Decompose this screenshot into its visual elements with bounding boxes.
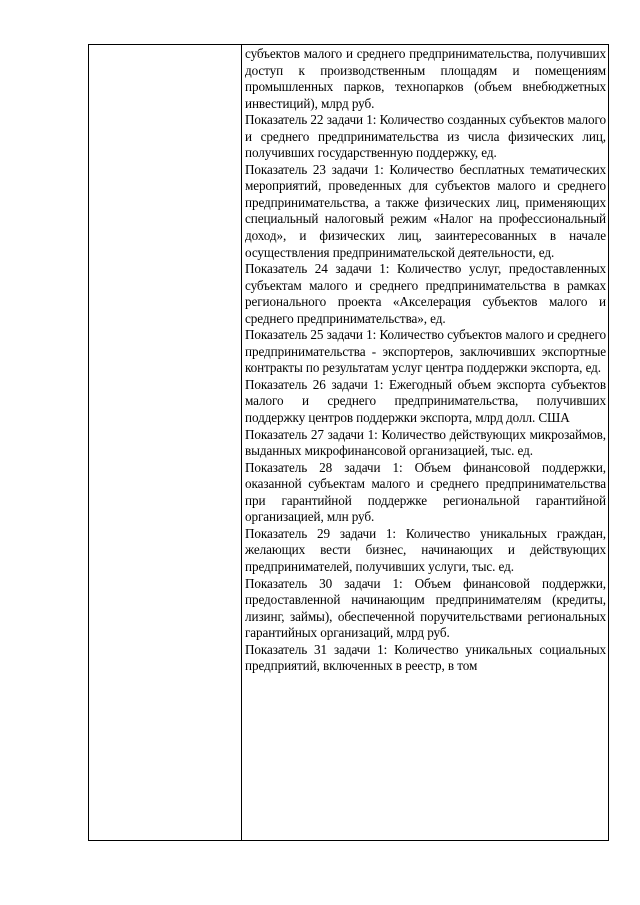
paragraph-indicator-28: Показатель 28 задачи 1: Объем финансовой поддержки, оказанной субъектам малого и среднего предпринимательства при гарантийной поддержке региональной гарантийной организацией, млн руб. xyxy=(245,459,606,525)
paragraph-indicator-27: Показатель 27 задачи 1: Количество действующих микрозаймов, выданных микрофинансовой организацией, тыс. ед. xyxy=(245,426,606,459)
paragraph-indicator-25: Показатель 25 задачи 1: Количество субъектов малого и среднего предпринимательства - экспортеров, заключивших экспортные контракты по результатам услуг центра поддержки экспорта, ед. xyxy=(245,327,606,376)
paragraph-indicator-30: Показатель 30 задачи 1: Объем финансовой поддержки, предоставленной начинающим предпринимателям (кредиты, лизинг, займы), обеспеченной поручительствами региональных гарантийных организаций, млрд руб. xyxy=(245,575,606,641)
paragraph-continuation: субъектов малого и среднего предпринимательства, получивших доступ к производственным площадям и помещениям промышленных парков, технопарков (объем внебюджетных инвестиций), млрд руб. xyxy=(245,46,606,111)
paragraph-indicator-31: Показатель 31 задачи 1: Количество уникальных социальных предприятий, включенных в реестр, в том xyxy=(245,641,606,674)
paragraph-indicator-22: Показатель 22 задачи 1: Количество созданных субъектов малого и среднего предпринимательства из числа физических лиц, получивших государственную поддержку, ед. xyxy=(245,112,606,161)
paragraph-indicator-24: Показатель 24 задачи 1: Количество услуг, предоставленных субъектам малого и среднего предпринимательства в рамках регионального проекта «Акселерация субъектов малого и среднего предпринимательства», ед. xyxy=(245,261,606,326)
table-left-column xyxy=(89,45,241,840)
document-table xyxy=(88,44,609,841)
table-right-column xyxy=(242,45,608,840)
paragraph-indicator-23: Показатель 23 задачи 1: Количество бесплатных тематических мероприятий, проведенных для субъектов малого и среднего предпринимательства, а также физических лиц, применяющих специальный налоговый режим «Налог на профессиональный доход», и физических лиц, заинтересованных в начале осуществления предпринимательской деятельности, ед. xyxy=(245,161,606,260)
paragraph-indicator-29: Показатель 29 задачи 1: Количество уникальных граждан, желающих вести бизнес, начинающих и действующих предпринимателей, получивших услуги, тыс. ед. xyxy=(245,525,606,574)
paragraph-indicator-26: Показатель 26 задачи 1: Ежегодный объем экспорта субъектов малого и среднего предпринимательства, получивших поддержку центров поддержки экспорта, млрд долл. США xyxy=(245,376,606,426)
indicators-text-cell xyxy=(242,45,608,675)
